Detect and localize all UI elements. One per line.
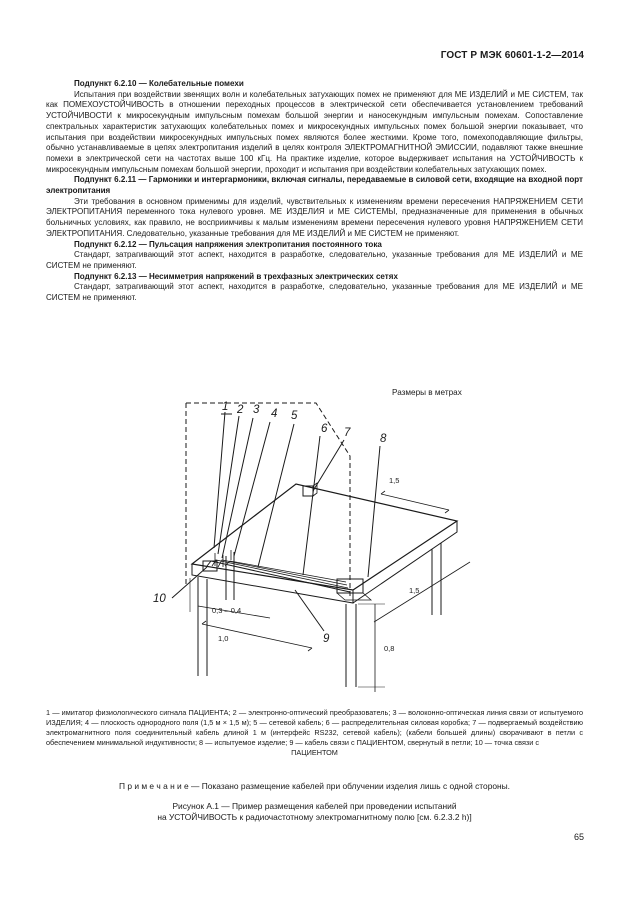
leader-6 bbox=[303, 436, 320, 575]
section-title-6-2-11: Подпункт 6.2.11 — Гармоники и интергармоники, включая сигналы, передаваемые в силовой сети, входящие на входной порт электропитания bbox=[46, 175, 583, 196]
leader-7 bbox=[313, 440, 344, 491]
callout-7: 7 bbox=[344, 427, 351, 439]
figure-legend bbox=[46, 708, 583, 758]
section-title-6-2-10: Подпункт 6.2.10 — Колебательные помехи bbox=[74, 79, 244, 88]
table-leg-back-left bbox=[226, 552, 234, 600]
callout-3: 3 bbox=[253, 404, 260, 416]
leader-1 bbox=[214, 412, 225, 548]
leader-4 bbox=[234, 422, 270, 556]
dim-label-front: 1,0 bbox=[218, 634, 229, 643]
dim-label-depth: 1,5 bbox=[409, 586, 420, 595]
leader-9 bbox=[295, 590, 324, 631]
dim-line-depth bbox=[374, 562, 470, 622]
page-number: 65 bbox=[573, 832, 584, 842]
figure-legend-text: 1 — имитатор физиологического сигнала ПАЦИЕНТА; 2 — электронно-оптический преобразователь; 3 — волоконно-оптическая линия связи от испытуемого ИЗДЕЛИЯ; 4 — плоскость однородного поля (1,5 м × 1,5 м); 5 — сетевой кабель; 6 — распределительная силовая коробка; 7 — подвергаемый воздействию электромагнитного поля соединительный кабель длиной 1 м (интерфейс RS232, сетевой кабель); (кабели большей длины) сворачивают в петли с обеспечением минимальной индуктивности; 8 — испытуемое изделие; 9 — кабель связи с ПАЦИЕНТОМ, свернутый в петли; 10 — точка связи с bbox=[46, 708, 583, 748]
table-top-surface bbox=[192, 484, 457, 590]
dim-line-width bbox=[381, 494, 449, 510]
figure-caption bbox=[46, 801, 583, 823]
dim-label-width: 1,5 bbox=[389, 476, 400, 485]
table-leg-back-right bbox=[432, 543, 441, 615]
callout-9: 9 bbox=[323, 633, 330, 645]
table-leg-front-left bbox=[198, 577, 207, 676]
dim-label-gap: 0,3 – 0,4 bbox=[212, 606, 242, 615]
callout-2: 2 bbox=[237, 404, 244, 416]
figure-caption-line-2: на УСТОЙЧИВОСТЬ к радиочастотному электромагнитному полю [см. 6.2.3.2 h)] bbox=[157, 811, 472, 822]
figure-dimensions-label: Размеры в метрах bbox=[392, 388, 462, 397]
callout-4: 4 bbox=[271, 408, 278, 420]
callout-10: 10 bbox=[153, 593, 166, 605]
leader-8 bbox=[368, 446, 380, 577]
leader-3 bbox=[222, 418, 253, 558]
section-text-6-2-13: Стандарт, затрагивающий этот аспект, находится в разработке, следовательно, указанные требования для МЕ ИЗДЕЛИЙ и МЕ СИСТЕМ не применяют. bbox=[46, 282, 583, 303]
callout-6: 6 bbox=[321, 423, 328, 435]
callout-8: 8 bbox=[380, 433, 387, 445]
callout-1: 1 bbox=[222, 401, 229, 413]
callout-5: 5 bbox=[291, 410, 298, 422]
figure-caption-line-1: Рисунок А.1 — Пример размещения кабелей при проведении испытаний bbox=[172, 801, 457, 811]
figure-note: П р и м е ч а н и е — Показано размещение кабелей при облучении изделия лишь с одной стороны. bbox=[119, 781, 510, 791]
cable-bundle bbox=[207, 561, 350, 592]
dim-label-height: 0,8 bbox=[384, 644, 395, 653]
section-title-6-2-12: Подпункт 6.2.12 — Пульсация напряжения электропитания постоянного тока bbox=[74, 239, 382, 249]
section-text-6-2-10: Испытания при воздействии звенящих волн и колебательных затухающих помех не применяют для МЕ ИЗДЕЛИЙ и МЕ СИСТЕМ, так как ПОМЕХОУСТОЙЧИВОСТЬ в отношении переходных процессов в электрической сети обеспечивается установлением требований УСТОЙЧИВОСТИ к микросекундным импульсным помехам большой энергии и наносекундным импульсным помехам. Сопоставление спектральных характеристик затухающих колебательных помех и микросекундных импульсных помех большой энергии показывает, что испытания при воздействии микросекундных импульсных помех являются более жесткими. Кроме того, помехоподавляющие фильтры, обычно устанавливаемые в цепях электропитания изделий в целях контроля ЭЛЕКТРОМАГНИТНОЙ ЭМИССИИ, подавляют также внешние помехи в электрической сети на частотах выше 100 кГц. На практике изделие, которое выдерживает испытания на УСТОЙЧИВОСТЬ к микросекундным импульсным помехам большой энергии, проходит и испытания при воздействии колебательных затухающих помех. bbox=[46, 89, 583, 174]
table-leg-front-right bbox=[346, 604, 356, 687]
section-text-6-2-12: Стандарт, затрагивающий этот аспект, находится в разработке, следовательно, указанные требования для МЕ ИЗДЕЛИЙ и МЕ СИСТЕМ не применяют. bbox=[46, 250, 583, 270]
document-header: ГОСТ Р МЭК 60601-1-2—2014 bbox=[440, 50, 584, 61]
section-title-6-2-13: Подпункт 6.2.13 — Несимметрия напряжений в трехфазных электрических сетях bbox=[74, 271, 398, 281]
leader-2 bbox=[218, 416, 239, 554]
leader-10 bbox=[172, 567, 207, 598]
section-text-6-2-11: Эти требования в основном применимы для изделий, чувствительных к изменениям времени пересечения НАПРЯЖЕНИЕМ СЕТИ ЭЛЕКТРОПИТАНИЯ переменного тока нулевого уровня. МЕ ИЗДЕЛИЯ и МЕ СИСТЕМЫ, предназначенные для применения в обычных больничных условиях, как правило, не восприимчивы к малым изменениям времени пересечения нулевого уровня НАПРЯЖЕНИЕМ СЕТИ ЭЛЕКТРОПИТАНИЯ. Следовательно, указанные требования для МЕ ИЗДЕЛИЙ и МЕ СИСТЕМ не применяют. bbox=[46, 196, 583, 238]
figure-legend-tail: ПАЦИЕНТОМ bbox=[291, 748, 338, 758]
